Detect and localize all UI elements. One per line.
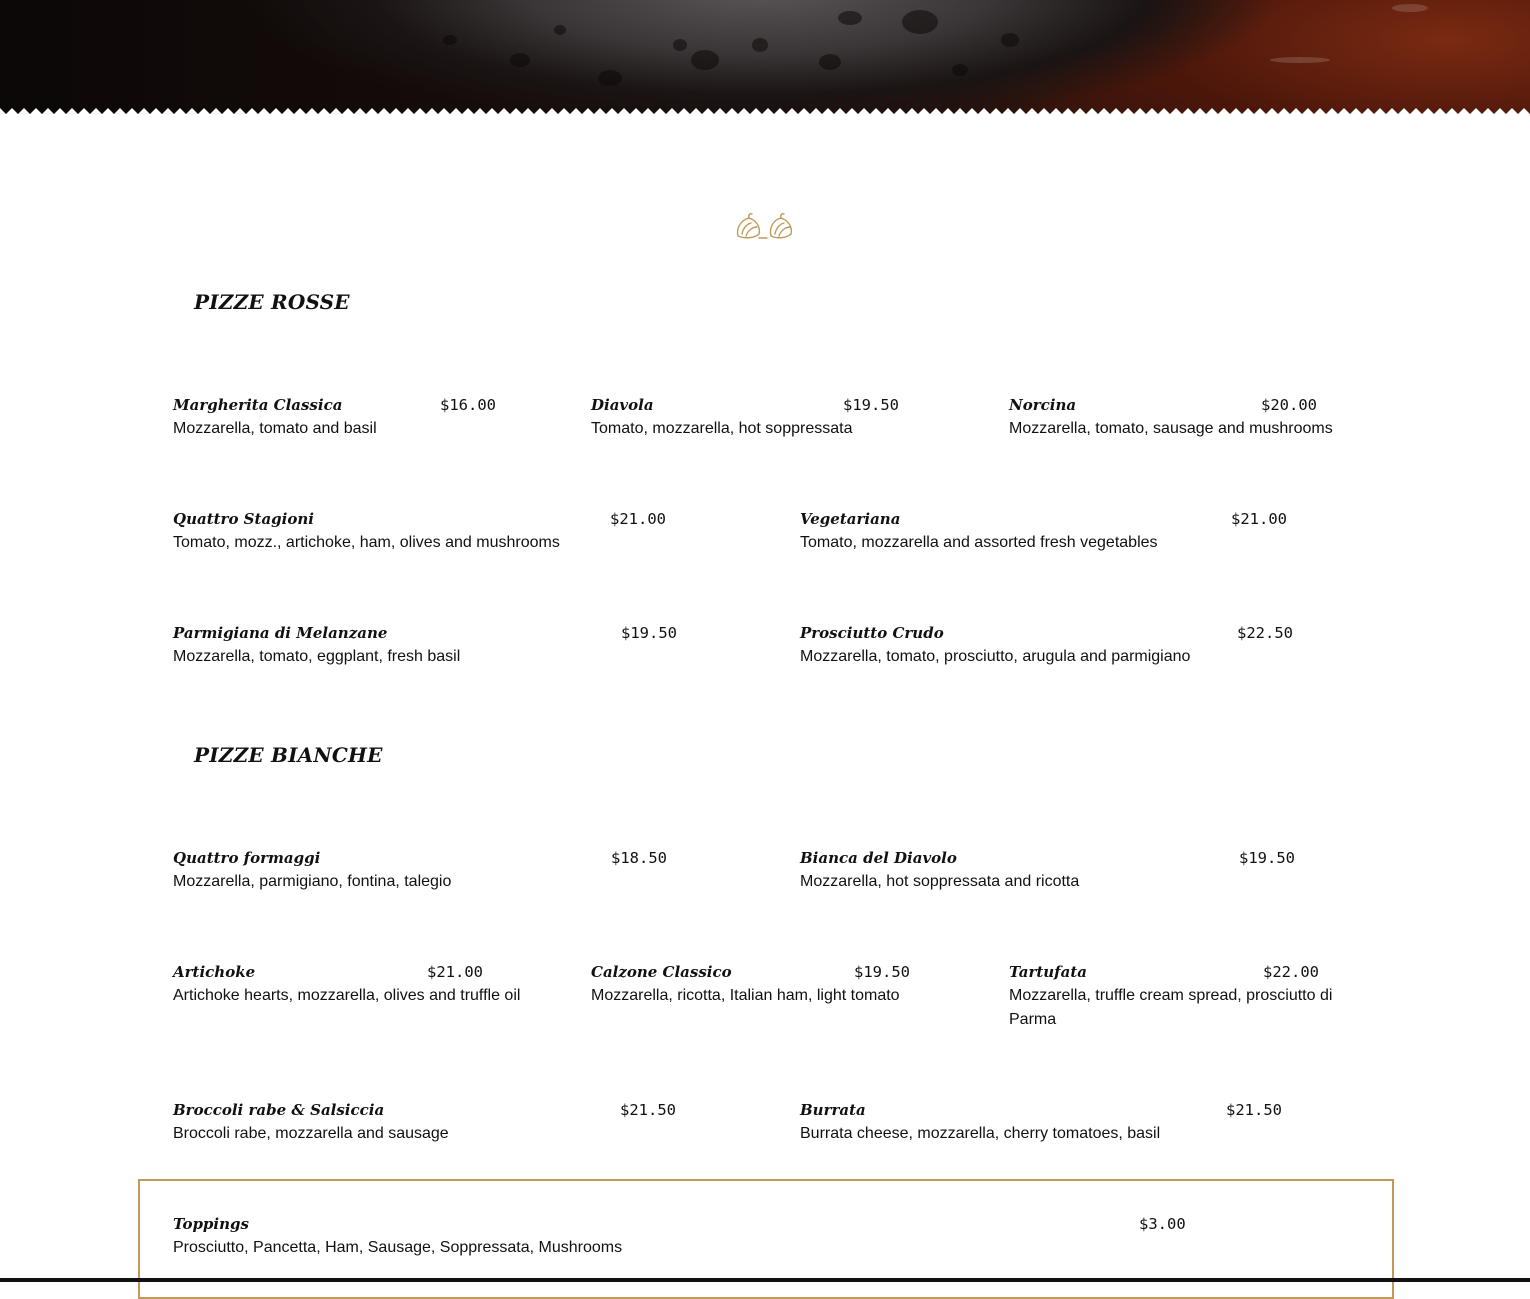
menu-item-broccoli-rabe-salsiccia [173, 1101, 733, 1151]
menu-item-description: Mozzarella, tomato, sausage and mushrooms [1009, 420, 1333, 437]
menu-item-description: Mozzarella, ricotta, Italian ham, light tomato [591, 987, 900, 1004]
menu-item-price: $19.50 [854, 963, 910, 981]
menu-item-price: $21.00 [427, 963, 483, 981]
menu-item-price: $19.50 [1239, 849, 1295, 867]
bottom-bar [0, 1278, 1530, 1282]
menu-item-description: Tomato, mozz., artichoke, ham, olives and mushrooms [173, 534, 560, 551]
menu-item-bianca-del-diavolo [800, 849, 1360, 899]
menu-item-price: $22.00 [1263, 963, 1319, 981]
menu-item-price: $18.50 [611, 849, 667, 867]
zigzag-edge [0, 104, 1530, 116]
menu-item-description: Broccoli rabe, mozzarella and sausage [173, 1125, 449, 1142]
menu-item-name: Prosciutto Crudo [800, 624, 944, 642]
menu-item-name: Broccoli rabe & Salsiccia [173, 1101, 385, 1119]
menu-item-name: Parmigiana di Melanzane [173, 624, 388, 642]
menu-item-price: $21.00 [1231, 510, 1287, 528]
menu-item-name: Quattro formaggi [173, 849, 321, 867]
menu-item-description: Tomato, mozzarella, hot soppressata [591, 420, 853, 437]
menu-item-tartufata [1009, 963, 1345, 1037]
section-title-pizze-rosse: PIZZE ROSSE [194, 290, 350, 314]
section-title-pizze-bianche: PIZZE BIANCHE [194, 743, 383, 767]
menu-item-name: Calzone Classico [591, 963, 732, 981]
menu-item-price: $16.00 [440, 396, 496, 414]
menu-item-name: Quattro Stagioni [173, 510, 314, 528]
menu-item-description: Burrata cheese, mozzarella, cherry tomatoes, basil [800, 1125, 1161, 1142]
menu-item-name: Vegetariana [800, 510, 901, 528]
menu-item-price: $19.50 [621, 624, 677, 642]
menu-item-description: Artichoke hearts, mozzarella, olives and truffle oil [173, 987, 521, 1004]
menu-item-name: Bianca del Diavolo [800, 849, 957, 867]
menu-item-price: $21.50 [1226, 1101, 1282, 1119]
menu-item-name: Artichoke [173, 963, 256, 981]
menu-item-price: $21.50 [620, 1101, 676, 1119]
menu-item-margherita-classica [173, 396, 553, 446]
menu-item-calzone-classico [591, 963, 971, 1013]
menu-item-quattro-formaggi [173, 849, 733, 899]
menu-item-description: Mozzarella, truffle cream spread, prosciutto di Parma [1009, 987, 1333, 1028]
pizza-crust-texture [0, 0, 1530, 116]
hero-pizza-image [0, 0, 1530, 116]
menu-item-prosciutto-crudo [800, 624, 1360, 674]
menu-item-vegetariana [800, 510, 1360, 560]
menu-item-parmigiana-di-melanzane [173, 624, 733, 674]
menu-item-diavola [591, 396, 971, 446]
flower-ornament-icon [733, 210, 797, 244]
menu-item-price: $3.00 [1139, 1215, 1186, 1233]
menu-item-description: Mozzarella, parmigiano, fontina, talegio [173, 873, 452, 890]
menu-item-artichoke [173, 963, 553, 1013]
menu-item-name: Burrata [800, 1101, 866, 1119]
menu-item-name: Toppings [173, 1215, 249, 1233]
menu-item-description: Mozzarella, tomato, eggplant, fresh basil [173, 648, 461, 665]
menu-item-description: Mozzarella, hot soppressata and ricotta [800, 873, 1080, 890]
menu-item-toppings [173, 1215, 1273, 1265]
menu-item-name: Margherita Classica [173, 396, 343, 414]
menu-item-description: Tomato, mozzarella and assorted fresh vegetables [800, 534, 1158, 551]
menu-item-description: Mozzarella, tomato, prosciutto, arugula and parmigiano [800, 648, 1191, 665]
menu-item-description: Prosciutto, Pancetta, Ham, Sausage, Soppressata, Mushrooms [173, 1239, 623, 1256]
menu-item-description: Mozzarella, tomato and basil [173, 420, 377, 437]
menu-item-name: Norcina [1009, 396, 1077, 414]
menu-item-price: $21.00 [610, 510, 666, 528]
menu-item-price: $19.50 [843, 396, 899, 414]
menu-item-quattro-stagioni [173, 510, 733, 560]
menu-item-burrata [800, 1101, 1360, 1151]
menu-item-norcina [1009, 396, 1349, 446]
menu-item-price: $22.50 [1237, 624, 1293, 642]
menu-item-name: Tartufata [1009, 963, 1088, 981]
menu-item-price: $20.00 [1261, 396, 1317, 414]
menu-item-name: Diavola [591, 396, 654, 414]
